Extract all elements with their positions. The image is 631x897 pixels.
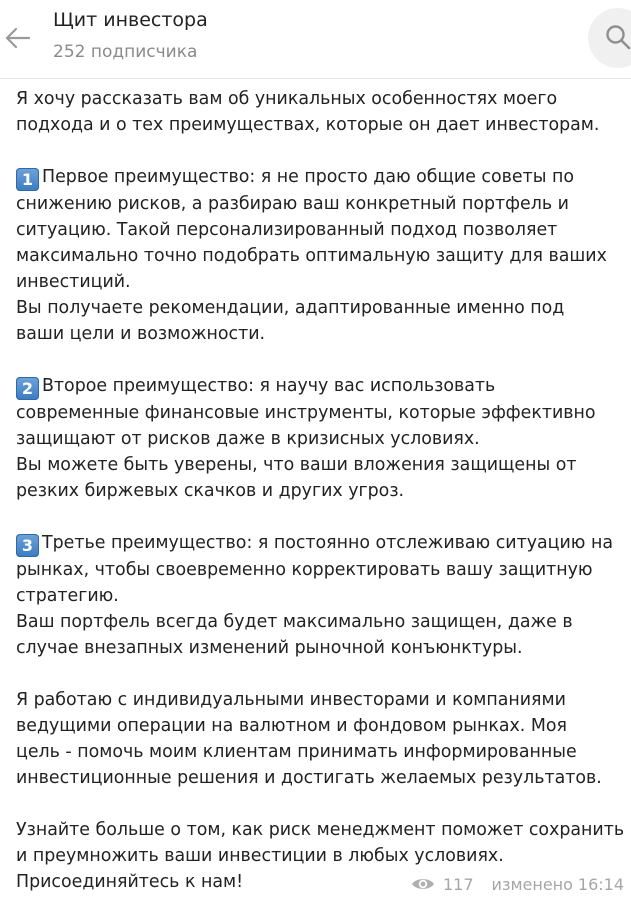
keycap-3-icon: 3 [16,534,39,557]
text-line: инвестиций. [16,272,131,292]
text-line: резких биржевых скачков и других угроз. [16,481,405,501]
message-meta [411,872,624,896]
text-line: подхода и о тех преимуществах, которые он дает инвесторам. [16,115,600,135]
search-icon [605,24,631,50]
text-line: Я хочу рассказать вам об уникальных особенностях моего [16,89,558,109]
keycap-2-icon: 2 [16,377,39,400]
text-line: Ваш портфель всегда будет максимально защищен, даже в [16,612,573,632]
text-line: защищают от рисков даже в кризисных условиях. [16,429,480,449]
chat-header [0,0,631,79]
back-button[interactable] [0,18,34,58]
text-line: ситуацию. Такой персонализированный подход позволяет [16,220,558,240]
edited-label: изменено [491,874,573,894]
text-line: Первое преимущество: я не просто даю общие советы по [42,167,574,187]
about-paragraph [16,687,628,791]
text-line: снижению рисков, а разбираю ваш конкретный портфель и [16,194,569,214]
text-line: случае внезапных изменений рыночной конъюнктуры. [16,638,523,658]
message-time: 16:14 [577,874,625,894]
arrow-left-icon [4,27,30,49]
text-line: рынках, чтобы своевременно корректировать вашу защитную [16,560,593,580]
text-line: Второе преимущество: я научу вас использовать [42,376,496,396]
subscriber-count: 252 подписчика [53,42,198,62]
intro-paragraph [16,86,628,138]
text-line: Узнайте больше о том, как риск менеджмент поможет сохранить [16,820,625,840]
text-line: и преумножить ваши инвестиции в любых условиях. [16,846,504,866]
search-button[interactable] [588,8,631,68]
advantage-1-paragraph [16,164,628,347]
text-line: Вы можете быть уверены, что ваши вложения защищены от [16,455,577,475]
text-line: цель - помочь моим клиентам принимать информированные [16,742,577,762]
text-line: Присоединяйтесь к нам! [16,872,244,892]
message-post [16,86,628,895]
text-line: инвестиционные решения и достигать желаемых результатов. [16,768,602,788]
text-line: современные финансовые инструменты, которые эффективно [16,403,596,423]
text-line: Вы получаете рекомендации, адаптированные именно под [16,298,565,318]
advantage-3-paragraph [16,530,628,661]
text-line: ведущими операции на валютном и фондовом рынках. Моя [16,716,567,736]
advantage-2-paragraph [16,373,628,504]
text-line: ваши цели и возможности. [16,324,266,344]
channel-title[interactable]: Щит инвестора [53,9,208,31]
text-line: максимально точно подобрать оптимальную защиту для ваших [16,246,607,266]
view-count: 117 [443,874,474,894]
text-line: стратегию. [16,586,119,606]
eye-icon [411,876,435,892]
text-line: Я работаю с индивидуальными инвесторами и компаниями [16,690,566,710]
text-line: Третье преимущество: я постоянно отслеживаю ситуацию на [42,533,614,553]
keycap-1-icon: 1 [16,168,39,191]
